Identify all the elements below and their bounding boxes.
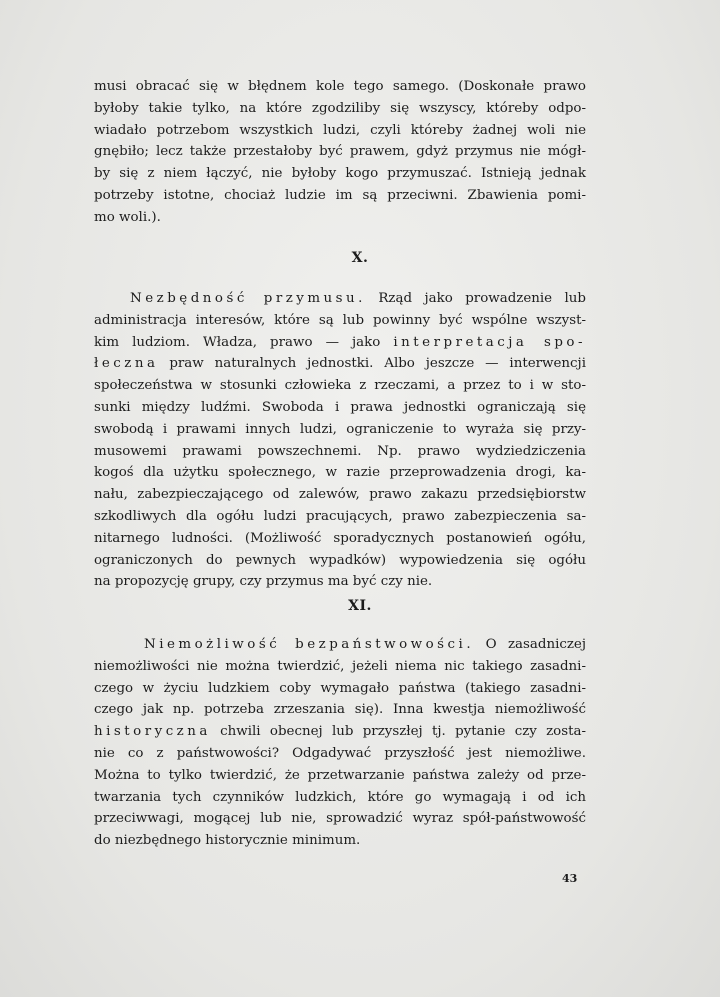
text-line: Nezbędność przymusu. Rząd jako prowadzenie lub <box>130 291 586 306</box>
text-line: kogoś dla użytku społecznego, w razie przeprowadzenia drogi, ka- <box>94 465 586 481</box>
text-line: musowemi prawami powszechnemi. Np. prawo wydziedziczenia <box>94 443 586 459</box>
text-line: Można to tylko twierdzić, że przetwarzanie państwa zależy od prze- <box>94 767 586 783</box>
intro-paragraph <box>94 76 586 229</box>
text-line: ograniczonych do pewnych wypadków) wypowiedzenia się ogółu <box>94 552 586 568</box>
section-xi-paragraph <box>94 634 586 852</box>
text-line: administracja interesów, które są lub powinny być wspólne wszyst- <box>94 312 586 328</box>
text-line: szkodliwych dla ogółu ludzi pracujących, prawo zabezpieczenia sa- <box>94 508 586 524</box>
spaced-term: Nezbędność przymusu. <box>130 291 366 306</box>
text-line: mo woli.). <box>94 209 161 225</box>
text-line: nału, zabezpieczającego od zalewów, prawo zakazu przedsiębiorstw <box>94 487 586 503</box>
text-line: niemożliwości nie można twierdzić, jeżeli niema nic takiego zasadni- <box>94 658 586 674</box>
text-line: nitarnego ludności. (Możliwość sporadycznych postanowień ogółu, <box>94 530 586 546</box>
page-number: 43 <box>562 872 578 885</box>
section-heading-x: X. <box>351 250 369 266</box>
text-line: musi obracać się w błędnem kole tego samego. (Doskonałe prawo <box>94 79 586 94</box>
text-line: swobodą i prawami innych ludzi, ograniczenie to wyraża się przy- <box>94 421 586 437</box>
text-line: nie co z państwowości? Odgadywać przyszłość jest niemożliwe. <box>94 745 586 761</box>
text-line: gnębiło; lecz także przestałoby być prawem, gdyż przymus nie mógł- <box>94 144 586 160</box>
text-line: Niemożliwość bezpaństwowości. O zasadniczej <box>144 637 586 652</box>
text-line: twarzania tych czynników ludzkich, które go wymagają i od ich <box>94 789 586 805</box>
section-x-paragraph <box>94 288 586 593</box>
text-line: sunki między ludźmi. Swoboda i prawa jednostki ograniczają się <box>94 399 586 415</box>
spaced-term: łeczna <box>94 356 159 372</box>
text-line: by się z niem łączyć, nie byłoby kogo przymuszać. Istnieją jednak <box>94 166 586 182</box>
text-line: kim ludziom. Władza, prawo — jako interpretacja spo- <box>94 334 586 350</box>
spaced-term: historyczna <box>94 724 211 740</box>
text-line: potrzeby istotne, chociaż ludzie im są przeciwni. Zbawienia pomi- <box>94 187 586 203</box>
text-line: społeczeństwa w stosunki człowieka z rzeczami, a przez to i w sto- <box>94 378 586 394</box>
spaced-term: interpretacja spo- <box>393 334 586 350</box>
text-line: byłoby takie tylko, na które zgodziliby się wszyscy, któreby odpo- <box>94 100 586 116</box>
text-line: na propozycję grupy, czy przymus ma być czy nie. <box>94 574 433 590</box>
section-heading-xi: XI. <box>348 598 372 614</box>
text-line: do niezbędnego historycznie minimum. <box>94 833 361 849</box>
text-line: przeciwwagi, mogącej lub nie, sprowadzić wyraz spół-państwowość <box>94 811 586 827</box>
text-line: wiadało potrzebom wszystkich ludzi, czyli któreby żadnej woli nie <box>94 122 586 138</box>
text-line: historyczna chwili obecnej lub przyszłej tj. pytanie czy zosta- <box>94 724 586 740</box>
text-line: łeczna praw naturalnych jednostki. Albo jeszcze — interwencji <box>94 356 586 372</box>
text-line: czego jak np. potrzeba zrzeszania się). Inna kwestja niemożliwość <box>94 702 586 718</box>
text-line: czego w życiu ludzkiem coby wymagało państwa (takiego zasadni- <box>94 680 586 696</box>
spaced-term: Niemożliwość bezpaństwowości. <box>144 637 475 652</box>
